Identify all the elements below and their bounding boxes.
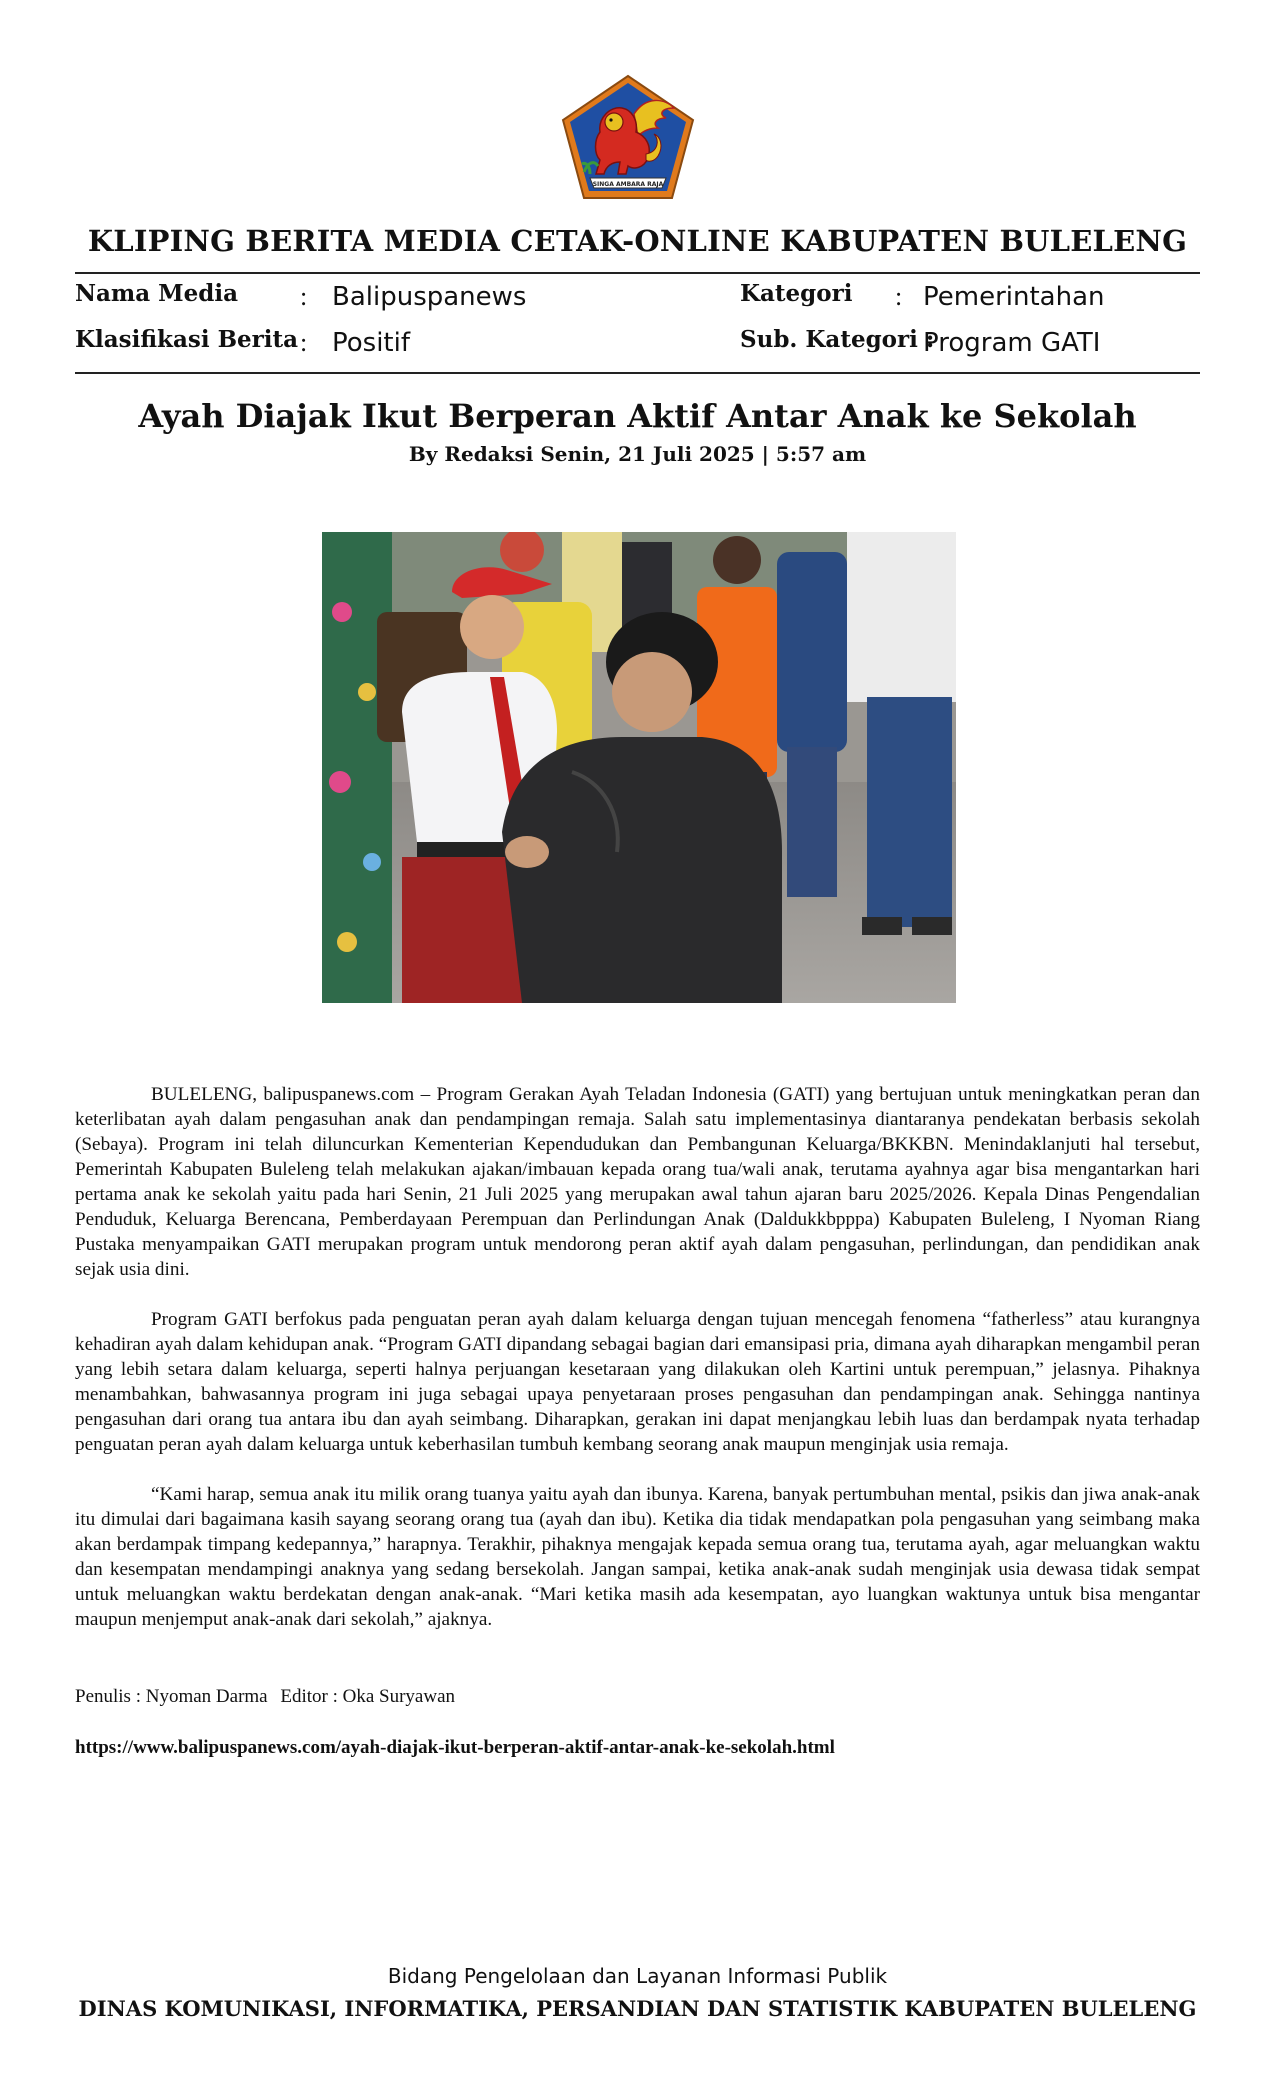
- page-title: KLIPING BERITA MEDIA CETAK-ONLINE KABUPATEN BULELENG: [87, 224, 1188, 258]
- article-body: [75, 1082, 1200, 1657]
- article-credits: [75, 1686, 463, 1708]
- logo-motto: SINGA AMBARA RAJA: [592, 181, 664, 188]
- nama-media-label: Nama Media: [75, 280, 238, 307]
- article-paragraph-3: “Kami harap, semua anak itu milik orang tuanya yaitu ayah dan ibunya. Karena, banyak pertumbuhan mental, psikis dan jiwa anak-anak itu dimulai dari bagaimana kasih sayang seorang orang tua (ayah dan ibu). Ketika dia tidak mendapatkan pola pengasuhan yang seimbang maka akan berdampak timpang kedepannya,” harapnya. Terakhir, pihaknya mengajak kepada semua orang tua, terutama ayah, agar meluangkan waktu dan kesempatan mendampingi anaknya yang sedang bersekolah. Jangan sampai, ketika anak-anak sudah menginjak usia dewasa tidak sempat untuk meluangkan waktu berdekatan dengan anak-anak. “Mari ketika masih ada kesempatan, ayo luangkan waktunya untuk bisa mengantar maupun menjemput anak-anak dari sekolah,” ajaknya.: [75, 1484, 1200, 1630]
- article-headline: Ayah Diajak Ikut Berperan Aktif Antar Anak ke Sekolah: [138, 397, 1137, 435]
- sub-kategori-label: Sub. Kategori :: [740, 326, 935, 353]
- source-link[interactable]: https://www.balipuspanews.com/ayah-diajak-ikut-berperan-aktif-antar-anak-ke-sekolah.html: [75, 1737, 835, 1758]
- nama-media-value: Balipuspanews: [332, 282, 527, 312]
- footer-department: Bidang Pengelolaan dan Layanan Informasi Publik: [387, 1964, 888, 1988]
- article-paragraph-1: BULELENG, balipuspanews.com – Program Gerakan Ayah Teladan Indonesia (GATI) yang bertujuan untuk meningkatkan peran dan keterlibatan ayah dalam pengasuhan anak dan pendampingan remaja. Salah satu implementasinya diantaranya pendekatan berbasis sekolah (Sebaya). Program ini telah diluncurkan Kementerian Kependudukan dan Pembangunan Keluarga/BKKBN. Menindaklanjuti hal tersebut, Pemerintah Kabupaten Buleleng telah melakukan ajakan/imbauan kepada orang tua/wali anak, terutama ayahnya agar bisa mengantarkan hari pertama anak ke sekolah yaitu pada hari Senin, 21 Juli 2025 yang merupakan awal tahun ajaran baru 2025/2026. Kepala Dinas Pengendalian Penduduk, Keluarga Berencana, Pemberdayaan Perempuan dan Perlindungan Anak (Daldukkbpppa) Kabupaten Buleleng, I Nyoman Riang Pustaka menyampaikan GATI merupakan program untuk mendorong peran aktif ayah dalam pengasuhan, perlindungan, dan pendidikan anak sejak usia dini.: [75, 1084, 1200, 1280]
- divider-top: [75, 272, 1200, 274]
- article-photo: [322, 532, 956, 1003]
- sub-kategori-value: Program GATI: [923, 328, 1101, 358]
- kategori-value: Pemerintahan: [923, 282, 1105, 312]
- buleleng-emblem-icon: [560, 74, 696, 200]
- kategori-label: Kategori: [740, 280, 853, 307]
- writer-credit: Penulis : Nyoman Darma: [75, 1686, 268, 1707]
- kategori-colon: :: [895, 282, 903, 311]
- klasifikasi-label: Klasifikasi Berita: [75, 326, 299, 353]
- article-paragraph-2: Program GATI berfokus pada penguatan peran ayah dalam keluarga dengan tujuan mencegah fenomena “fatherless” atau kurangnya kehadiran ayah dalam kehidupan anak. “Program GATI dipandang sebagai bagian dari emansipasi pria, dimana ayah diharapkan mengambil peran yang lebih setara dalam keluarga, seperti halnya perjuangan kesetaraan yang dilakukan oleh Kartini untuk perempuan,” jelasnya. Pihaknya menambahkan, bahwasannya program ini juga sebagai upaya penyetaraan proses pengasuhan dan pendampingan anak. Sehingga nantinya pengasuhan dari orang tua antara ibu dan ayah seimbang. Diharapkan, gerakan ini dapat menjangkau lebih luas dan berdampak nyata terhadap penguatan peran ayah dalam keluarga untuk keberhasilan tumbuh kembang seorang anak maupun menginjak usia remaja.: [75, 1309, 1200, 1455]
- divider-bottom: [75, 372, 1200, 374]
- nama-media-colon: :: [300, 282, 308, 311]
- footer-agency: DINAS KOMUNIKASI, INFORMATIKA, PERSANDIAN DAN STATISTIK KABUPATEN BULELENG: [78, 1996, 1197, 2021]
- klasifikasi-value: Positif: [332, 328, 410, 358]
- article-byline: By Redaksi Senin, 21 Juli 2025 | 5:57 am: [408, 442, 867, 466]
- editor-credit: Editor : Oka Suryawan: [280, 1686, 456, 1707]
- klasifikasi-colon: :: [300, 328, 308, 357]
